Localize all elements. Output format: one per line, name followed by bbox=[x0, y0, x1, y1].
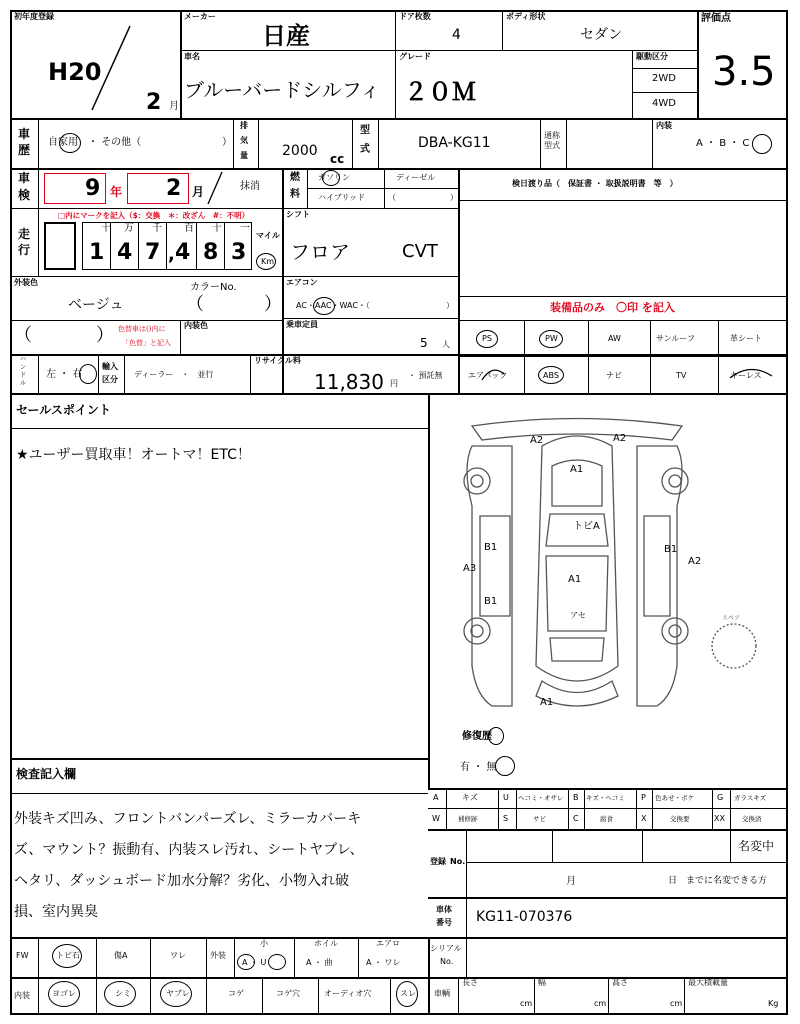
interior-tear: ヤブレ bbox=[166, 989, 190, 998]
drive-4wd: 4WD bbox=[652, 98, 676, 109]
damage-a2-rear-right: A2 bbox=[613, 433, 627, 444]
legend-desc: サビ bbox=[533, 815, 546, 823]
mileage-mark-box bbox=[44, 222, 76, 270]
color-no-label: カラーNo. bbox=[190, 282, 237, 293]
bottom-wheel-options: A ・ 曲 bbox=[306, 958, 333, 967]
legend-code: W bbox=[432, 814, 440, 823]
legend-code: B bbox=[573, 793, 579, 802]
equip-pw-circle bbox=[539, 330, 563, 348]
handle-circle-right bbox=[79, 364, 97, 384]
legend-code: A bbox=[433, 793, 439, 802]
legend-desc: キズ bbox=[462, 793, 478, 802]
bottom-fw: FW bbox=[16, 951, 29, 960]
shift-transmission: CVT bbox=[402, 241, 438, 262]
interior-audio-hole: オーディオ穴 bbox=[324, 989, 372, 998]
body-value: セダン bbox=[580, 27, 623, 43]
displacement-label-3: 量 bbox=[240, 151, 248, 160]
registration-no-label-1: 登録 bbox=[430, 857, 446, 866]
legend-desc: 腐食 bbox=[600, 815, 613, 823]
weight-unit: Kg bbox=[768, 999, 779, 1008]
accessories-title: 検日渡り品（ 保証書 ・ 取扱説明書 等 ） bbox=[512, 179, 678, 188]
fuel-diesel: ディーゼル bbox=[396, 173, 436, 182]
aircon-options: AC・AAC・WAC・（ bbox=[296, 301, 370, 310]
inspection-notes-line: 損、室内異臭 bbox=[14, 904, 98, 920]
drive-2wd: 2WD bbox=[652, 73, 676, 84]
legend-desc: 交換要 bbox=[670, 815, 690, 823]
body-label: ボディ形状 bbox=[506, 12, 546, 21]
inspection-month: 2 bbox=[166, 176, 182, 201]
interior-grade-options: A ・ B ・ C bbox=[696, 138, 750, 149]
exterior-color-value: ベージュ bbox=[68, 297, 124, 313]
legend-code: S bbox=[503, 814, 509, 823]
repair-history-title-circle bbox=[488, 727, 504, 745]
car-name-label: 車名 bbox=[184, 52, 200, 61]
legend-code: C bbox=[573, 814, 579, 823]
legend-desc: 色あせ・ボケ bbox=[655, 794, 694, 802]
mileage-label-1: 走 bbox=[18, 227, 31, 241]
sales-points-title: セールスポイント bbox=[16, 403, 111, 417]
maker-label: メーカー bbox=[184, 12, 216, 21]
equipment-title: 装備品のみ 〇印 を記入 bbox=[550, 301, 675, 314]
mileage-digit-5: 3 bbox=[231, 240, 247, 265]
interior-color-label: 内装色 bbox=[184, 321, 208, 330]
equip-ps: PS bbox=[482, 334, 492, 343]
registration-month-unit: 月 bbox=[566, 876, 576, 887]
doors-label: ドア枚数 bbox=[399, 12, 431, 21]
handle-label-1: ハ bbox=[20, 356, 27, 363]
legend-desc: ガラスキズ bbox=[734, 794, 767, 802]
legend-code: XX bbox=[714, 814, 725, 823]
import-label-2: 区分 bbox=[102, 375, 118, 384]
bottom-small: 小 bbox=[260, 939, 268, 948]
score-value: 3.5 bbox=[712, 49, 776, 95]
fuel-gasoline: ガソリン bbox=[318, 173, 350, 182]
inspection-notes-line: 外装キズ凹み、フロントバンパーズレ、ミラーカバーキ bbox=[14, 811, 362, 827]
fuel-label-2: 料 bbox=[290, 189, 300, 200]
mileage-km-circle bbox=[256, 253, 276, 270]
model-label-2: 式 bbox=[360, 144, 370, 155]
interior-stain: シミ bbox=[115, 989, 131, 998]
displacement-label-1: 排 bbox=[240, 121, 248, 130]
drive-label: 駆動区分 bbox=[636, 52, 668, 61]
equip-keyless: キーレス bbox=[730, 371, 762, 380]
legend-code: P bbox=[641, 793, 646, 802]
damage-a3-left: A3 bbox=[463, 563, 477, 574]
displacement-unit: cc bbox=[330, 152, 345, 166]
damage-tobi-roof: トビA bbox=[573, 521, 600, 532]
first-reg-label: 初年度登録 bbox=[14, 12, 54, 21]
equip-airbag: エアバック bbox=[468, 371, 508, 380]
legend-code: G bbox=[717, 793, 724, 802]
mileage-digit-4: 8 bbox=[203, 240, 219, 265]
interior-tear-circle bbox=[160, 981, 192, 1007]
bottom-ware: ワレ bbox=[170, 951, 186, 960]
import-value: ディーラー ・ 並行 bbox=[134, 370, 214, 379]
bottom-interior: 内装 bbox=[14, 991, 30, 1000]
interior-scuff: スレ bbox=[400, 989, 416, 998]
damage-a2-rear-left: A2 bbox=[530, 435, 544, 446]
color-no-close: ） bbox=[264, 294, 282, 315]
equip-aw: AW bbox=[608, 334, 621, 343]
mileage-unit-4: 十 bbox=[212, 223, 222, 234]
length-label: 長さ bbox=[462, 978, 478, 987]
equip-navi: ナビ bbox=[606, 371, 622, 380]
interior-burn-hole: コゲ穴 bbox=[276, 989, 300, 998]
vin-value: KG11-070376 bbox=[476, 909, 573, 925]
length-unit: cm bbox=[520, 999, 533, 1008]
inspection-month-unit: 月 bbox=[192, 185, 205, 199]
mileage-digit-2: 7 bbox=[145, 240, 161, 265]
color-no-open: （ bbox=[186, 294, 204, 315]
recycle-amount: 11,830 bbox=[314, 370, 384, 394]
handle-label-2: ン bbox=[20, 364, 27, 371]
common-model-label-2: 型式 bbox=[544, 141, 560, 150]
history-close: ） bbox=[222, 137, 232, 148]
maker-value: 日産 bbox=[262, 22, 310, 50]
mileage-digit-1: 4 bbox=[117, 240, 133, 265]
inspection-year: 9 bbox=[85, 176, 101, 201]
model-label-1: 型 bbox=[360, 125, 370, 136]
legend-code: U bbox=[503, 793, 509, 802]
grade-value: ２０Ｍ bbox=[404, 78, 476, 106]
mileage-unit-3: 百 bbox=[184, 223, 194, 234]
interior-dirt: ヨゴレ bbox=[52, 989, 76, 998]
recycle-unit: 円 bbox=[390, 379, 398, 388]
equip-abs-circle bbox=[538, 366, 564, 384]
fuel-other-close: ） bbox=[450, 193, 458, 202]
bottom-wheel: ホイル bbox=[314, 939, 338, 948]
fuel-other-open: （ bbox=[388, 193, 396, 202]
registration-no-label-2: No. bbox=[450, 857, 466, 866]
interior-dirt-circle bbox=[48, 981, 80, 1007]
exterior-color-label: 外装色 bbox=[14, 278, 38, 287]
registration-deadline: 日 までに名変できる方 bbox=[668, 876, 768, 886]
equip-abs: ABS bbox=[543, 371, 559, 380]
height-label: 高さ bbox=[612, 978, 628, 987]
bottom-tobi-circle bbox=[52, 944, 82, 968]
fuel-label-1: 燃 bbox=[290, 172, 300, 183]
inspection-notes-title: 検査記入欄 bbox=[16, 767, 77, 781]
equip-keyless-mark bbox=[728, 364, 776, 384]
capacity-label: 乗車定員 bbox=[286, 320, 318, 329]
mileage-unit-0: 十 bbox=[101, 223, 111, 234]
model-value: DBA-KG11 bbox=[418, 135, 491, 151]
interior-stain-circle bbox=[104, 981, 136, 1007]
bottom-aero: エアロ bbox=[376, 939, 400, 948]
history-circle-private bbox=[59, 133, 81, 153]
bottom-small-options: A ・ U bbox=[242, 958, 267, 967]
bottom-small-u-circle bbox=[268, 954, 286, 970]
equip-tv: TV bbox=[676, 371, 687, 380]
legend-desc: キズ・ヘコミ bbox=[586, 794, 625, 802]
color-change-note-1: 色替車は()内に bbox=[118, 325, 166, 333]
recycle-deposit: ・ 預託無 bbox=[408, 371, 443, 380]
equip-ps-circle bbox=[476, 330, 498, 348]
inspection-notes-line: ヘタリ、ダッシュボード加水分解？劣化、小物入れ破 bbox=[14, 873, 350, 889]
equip-sunroof: サンルーフ bbox=[656, 334, 695, 343]
history-label-1: 車 bbox=[18, 127, 31, 141]
first-reg-month: 2 bbox=[146, 90, 162, 115]
doors-value: 4 bbox=[452, 27, 461, 43]
damage-a1-hood: A1 bbox=[568, 574, 582, 585]
score-label: 評価点 bbox=[701, 13, 731, 24]
damage-b1-left-front: B1 bbox=[484, 596, 498, 607]
history-options: 自家用 ・ その他（ bbox=[48, 137, 142, 148]
sales-points-text: ★ユーザー買取車！オートマ！ETC！ bbox=[16, 447, 251, 463]
mileage-mile-label: マイル bbox=[256, 231, 280, 240]
width-label: 幅 bbox=[538, 978, 546, 987]
displacement-value: 2000 bbox=[282, 143, 318, 159]
handle-value: 左 ・ 右 bbox=[46, 369, 83, 380]
legend-desc: ヘコミ・オサレ bbox=[518, 794, 564, 802]
handle-label-4: ル bbox=[20, 380, 27, 387]
interior-grade-circle bbox=[752, 134, 772, 154]
recycle-label: リサイクル料 bbox=[254, 356, 301, 365]
history-label-2: 歴 bbox=[18, 143, 31, 157]
handle-label-3: ド bbox=[20, 372, 27, 379]
height-unit: cm bbox=[670, 999, 683, 1008]
capacity-value: 5 bbox=[420, 336, 428, 350]
mileage-unit-1: 万 bbox=[124, 223, 134, 234]
aircon-close: ） bbox=[446, 301, 454, 310]
grade-label: グレード bbox=[399, 52, 431, 61]
mileage-label-2: 行 bbox=[18, 243, 31, 257]
damage-a1-front: A1 bbox=[540, 697, 554, 708]
inspection-slash bbox=[200, 168, 230, 208]
color-change-close: ） bbox=[96, 325, 114, 346]
first-reg-month-unit: 月 bbox=[169, 101, 179, 112]
mileage-comma: , bbox=[168, 244, 175, 265]
aircon-label: エアコン bbox=[286, 278, 318, 287]
vin-label-2: 番号 bbox=[436, 918, 452, 927]
damage-b1-left-rear: B1 bbox=[484, 542, 498, 553]
bottom-crack: 傷A bbox=[114, 951, 128, 960]
capacity-unit: 人 bbox=[442, 340, 450, 349]
car-damage-diagram bbox=[432, 406, 782, 726]
spare-label: スペア bbox=[722, 615, 741, 622]
damage-a2-right: A2 bbox=[688, 556, 702, 567]
mileage-unit-5: 一 bbox=[240, 223, 250, 234]
inspection-label-2: 検 bbox=[18, 188, 31, 202]
dims-label: 車輌 bbox=[434, 989, 450, 998]
inspection-year-unit: 年 bbox=[110, 185, 123, 199]
inspection-label-1: 車 bbox=[18, 171, 31, 185]
car-name-value: ブルーバードシルフィ bbox=[184, 78, 381, 102]
mileage-unit-2: 千 bbox=[152, 223, 162, 234]
inspection-erase: 抹消 bbox=[240, 181, 260, 192]
equip-leather: 革シート bbox=[730, 334, 762, 343]
displacement-label-2: 気 bbox=[240, 136, 248, 145]
inspection-notes-line: ズ、マウント？振動有、内装スレ汚れ、シートヤブレ、 bbox=[14, 842, 364, 858]
repair-history-value: 有 ・ 無 bbox=[460, 762, 497, 773]
serial-label-2: No. bbox=[440, 957, 454, 966]
color-change-open: （ bbox=[14, 325, 32, 346]
import-label-1: 輸入 bbox=[102, 362, 118, 371]
vin-label-1: 車体 bbox=[436, 905, 452, 914]
width-unit: cm bbox=[594, 999, 607, 1008]
equip-pw: PW bbox=[545, 334, 558, 343]
repair-history-title: 修復歴 bbox=[462, 731, 492, 742]
mileage-digit-3: 4 bbox=[175, 240, 191, 265]
legend-desc: 補修跡 bbox=[458, 815, 478, 823]
legend-desc: 交換済 bbox=[742, 815, 762, 823]
interior-scuff-circle bbox=[396, 981, 418, 1007]
bottom-tobi: トビ石 bbox=[56, 951, 80, 960]
bottom-exterior: 外装 bbox=[210, 951, 226, 960]
bottom-small-a-circle bbox=[237, 954, 255, 970]
first-reg-era-year: H20 bbox=[48, 58, 102, 86]
damage-arase-hood: アセ bbox=[570, 611, 586, 620]
registration-change-status: 名変中 bbox=[738, 839, 775, 853]
interior-grade-label: 内装 bbox=[656, 121, 672, 130]
mileage-digit-0: 1 bbox=[89, 240, 105, 265]
interior-burn: コゲ bbox=[228, 989, 244, 998]
aircon-circle-aac bbox=[313, 297, 335, 315]
shift-label: シフト bbox=[286, 210, 310, 219]
bottom-aero-options: A ・ ワレ bbox=[366, 958, 401, 967]
mileage-km-label: Km bbox=[261, 257, 275, 266]
serial-label-1: シリアル bbox=[430, 944, 462, 953]
repair-history-none-circle bbox=[495, 756, 515, 776]
shift-type: フロア bbox=[290, 240, 350, 264]
common-model-label-1: 通称 bbox=[544, 131, 560, 140]
fuel-hybrid: ハイブリッド bbox=[318, 193, 366, 202]
fuel-gasoline-circle bbox=[322, 170, 340, 186]
color-change-note-2: 「色替」と記入 bbox=[122, 339, 171, 347]
mileage-note: □内にマークを記入（$：交換 ＊：改ざん #：不明） bbox=[58, 211, 250, 220]
damage-b1-right: B1 bbox=[664, 544, 678, 555]
damage-a1-trunk: A1 bbox=[570, 464, 584, 475]
equip-airbag-mark bbox=[478, 364, 508, 384]
legend-code: X bbox=[641, 814, 647, 823]
weight-label: 最大積載量 bbox=[688, 978, 728, 987]
